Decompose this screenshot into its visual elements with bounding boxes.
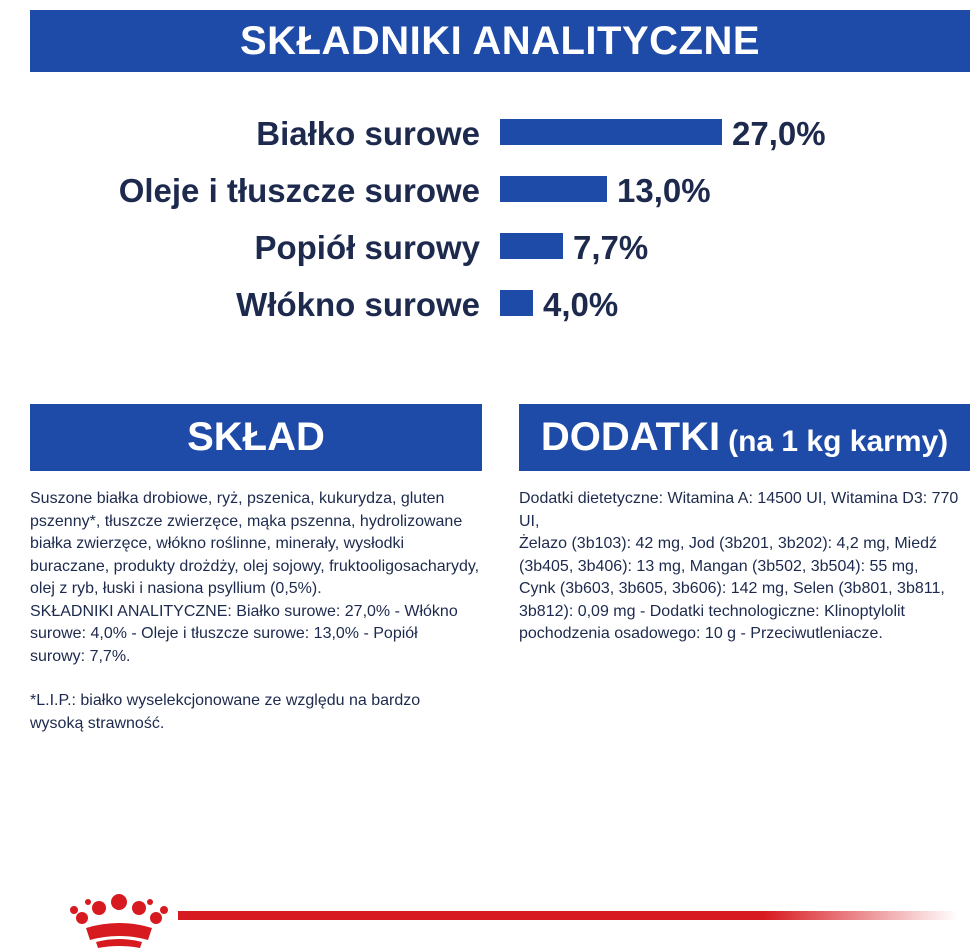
text-line: białka zwierzęce, włókno roślinne, minerały, wysłodki xyxy=(30,535,405,552)
chart-category-label: Włókno surowe xyxy=(236,286,480,323)
text-line: SKŁADNIKI ANALITYCZNE: Białko surowe: 27,0% - Włókno xyxy=(30,602,458,620)
header-title: SKŁADNIKI ANALITYCZNE xyxy=(239,18,761,63)
text-line: 3b812): 0,09 mg - Dodatki technologiczne: Klinoptylolit xyxy=(519,602,905,620)
chart-category-label: Białko surowe xyxy=(256,115,480,152)
chart-category-label: Oleje i tłuszcze surowe xyxy=(118,172,480,209)
chart-bar xyxy=(500,119,722,145)
text-line: olej z ryb, łuski i nasiona psyllium (0,5%). xyxy=(30,580,322,597)
chart-value-label: 13,0% xyxy=(617,172,711,209)
text-line: (3b405, 3b406): 13 mg, Mangan (3b502, 3b504): 55 mg, xyxy=(519,557,919,575)
text-line: pszenny*, tłuszcze zwierzęce, mąka pszenna, hydrolizowane xyxy=(30,512,463,530)
text-line: surowe: 4,0% - Oleje i tłuszcze surowe: 13,0% - Popiół xyxy=(30,625,418,642)
additives-text xyxy=(519,488,971,646)
chart-row xyxy=(0,280,979,330)
chart-category-label: Popiół surowy xyxy=(254,229,480,266)
text-line: Dodatki dietetyczne: Witamina A: 14500 UI, Witamina D3: 770 UI, xyxy=(519,490,959,530)
additives-title: DODATKI xyxy=(540,415,721,459)
brand-red-stripe xyxy=(178,911,958,920)
text-line: surowy: 7,7%. xyxy=(30,647,131,665)
chart-value-label: 7,7% xyxy=(573,229,649,266)
composition-title: SKŁAD xyxy=(187,415,325,459)
text-line: *L.I.P.: białko wyselekcjonowane ze względu na bardzo xyxy=(30,692,421,709)
chart-row xyxy=(0,223,979,273)
text-line: Żelazo (3b103): 42 mg, Jod (3b201, 3b202): 4,2 mg, Miedź xyxy=(519,535,938,552)
chart-bar xyxy=(500,176,607,202)
chart-bar xyxy=(500,290,533,316)
text-line: wysoką strawność. xyxy=(30,714,165,732)
text-line: buraczane, produkty drożdży, olej sojowy, fruktooligosacharydy, xyxy=(30,557,480,575)
chart-bar xyxy=(500,233,563,259)
additives-header xyxy=(519,404,970,471)
chart-row xyxy=(0,166,979,216)
text-line: pochodzenia osadowego: 10 g - Przeciwutleniacze. xyxy=(519,625,883,642)
composition-header xyxy=(30,404,482,471)
analytical-constituents-header xyxy=(30,10,970,72)
text-line: Cynk (3b603, 3b605, 3b606): 142 mg, Selen (3b801, 3b811, xyxy=(519,580,945,597)
composition-text xyxy=(30,488,485,668)
text-line: Suszone białka drobiowe, ryż, pszenica, kukurydza, gluten xyxy=(30,490,445,507)
chart-value-label: 27,0% xyxy=(732,115,826,152)
chart-value-label: 4,0% xyxy=(543,286,619,323)
royal-canin-crown-icon xyxy=(66,888,172,952)
additives-subtitle: (na 1 kg karmy) xyxy=(728,424,949,458)
lip-footnote xyxy=(30,690,460,735)
chart-row xyxy=(0,109,979,159)
